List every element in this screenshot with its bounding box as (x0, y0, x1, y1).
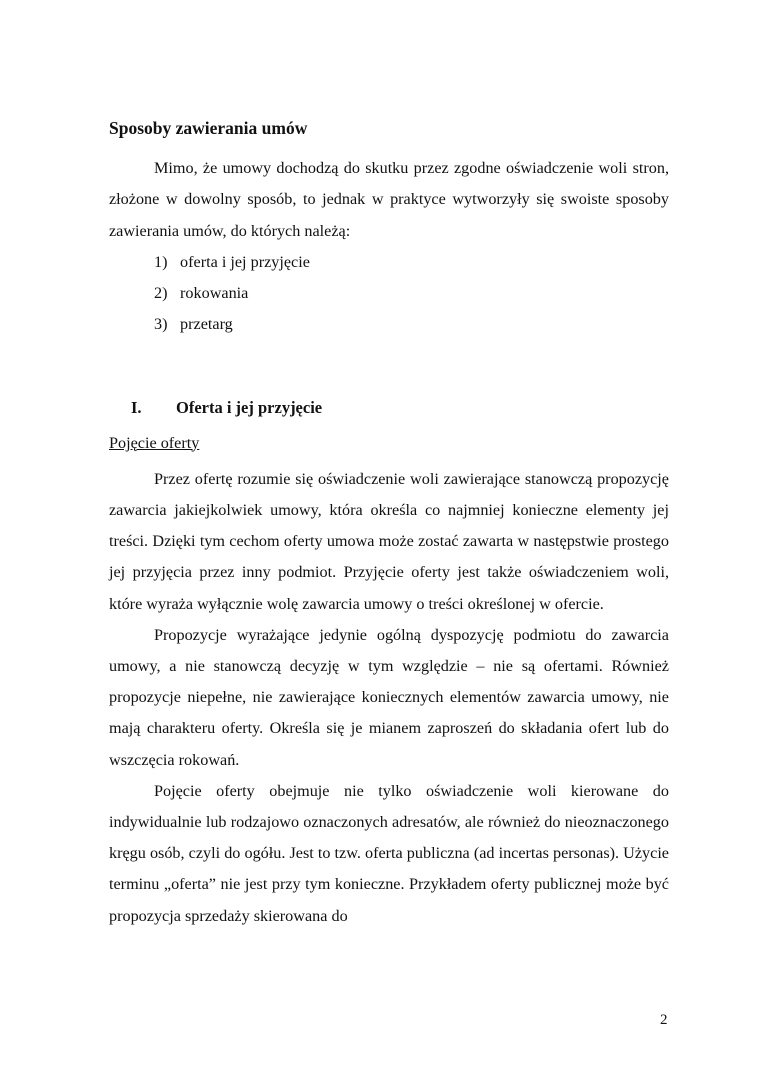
section-numeral: I. (131, 398, 142, 418)
section-title: Oferta i jej przyjęcie (176, 398, 323, 418)
page-number: 2 (660, 1012, 668, 1028)
document-title: Sposoby zawierania umów (109, 118, 308, 138)
list-item-text: przetarg (180, 315, 233, 334)
list-item-text: oferta i jej przyjęcie (180, 252, 310, 271)
list-item-number: 2) (154, 284, 168, 303)
subsection-heading: Pojęcie oferty (109, 433, 200, 452)
list-item (109, 247, 669, 278)
body-paragraph: Przez ofertę rozumie się oświadczenie woli zawierające stanowczą propozycję zawarcia jakiejkolwiek umowy, która określa co najmniej konieczne elementy jej treści. Dzięki tym cechom oferty umowa może zostać zawarta w następstwie prostego jej przyjęcia przez inny podmiot. Przyjęcie oferty jest także oświadczeniem woli, które wyraża wyłącznie wolę zawarcia umowy o treści określonej w ofercie. (109, 469, 669, 613)
body-paragraph: Propozycje wyrażające jedynie ogólną dyspozycję podmiotu do zawarcia umowy, a nie stanowczą decyzję w tym względzie – nie są ofertami. Również propozycje niepełne, nie zawierające koniecznych elementów zawarcia umowy, nie mają charakteru oferty. Określa się je mianem zaproszeń do składania ofert lub do wszczęcia rokowań. (109, 625, 669, 769)
list-item-text: rokowania (180, 284, 249, 303)
intro-paragraph: Mimo, że umowy dochodzą do skutku przez zgodne oświadczenie woli stron, złożone w dowolny sposób, to jednak w praktyce wytworzyły się swoiste sposoby zawierania umów, do których należą: (109, 159, 669, 240)
methods-list (109, 247, 669, 341)
list-item-number: 1) (154, 252, 168, 271)
page-content (109, 113, 669, 932)
section-heading (109, 392, 669, 423)
list-item (109, 278, 669, 309)
body-paragraph: Pojęcie oferty obejmuje nie tylko oświadczenie woli kierowane do indywidualnie lub rodzajowo oznaczonych adresatów, ale również do nieoznaczonego kręgu osób, czyli do ogółu. Jest to tzw. oferta publiczna (ad incertas personas). Użycie terminu „oferta” nie jest przy tym konieczne. Przykładem oferty publicznej może być propozycja sprzedaży skierowana do (109, 781, 669, 925)
list-item (109, 309, 669, 340)
list-item-number: 3) (154, 315, 168, 334)
